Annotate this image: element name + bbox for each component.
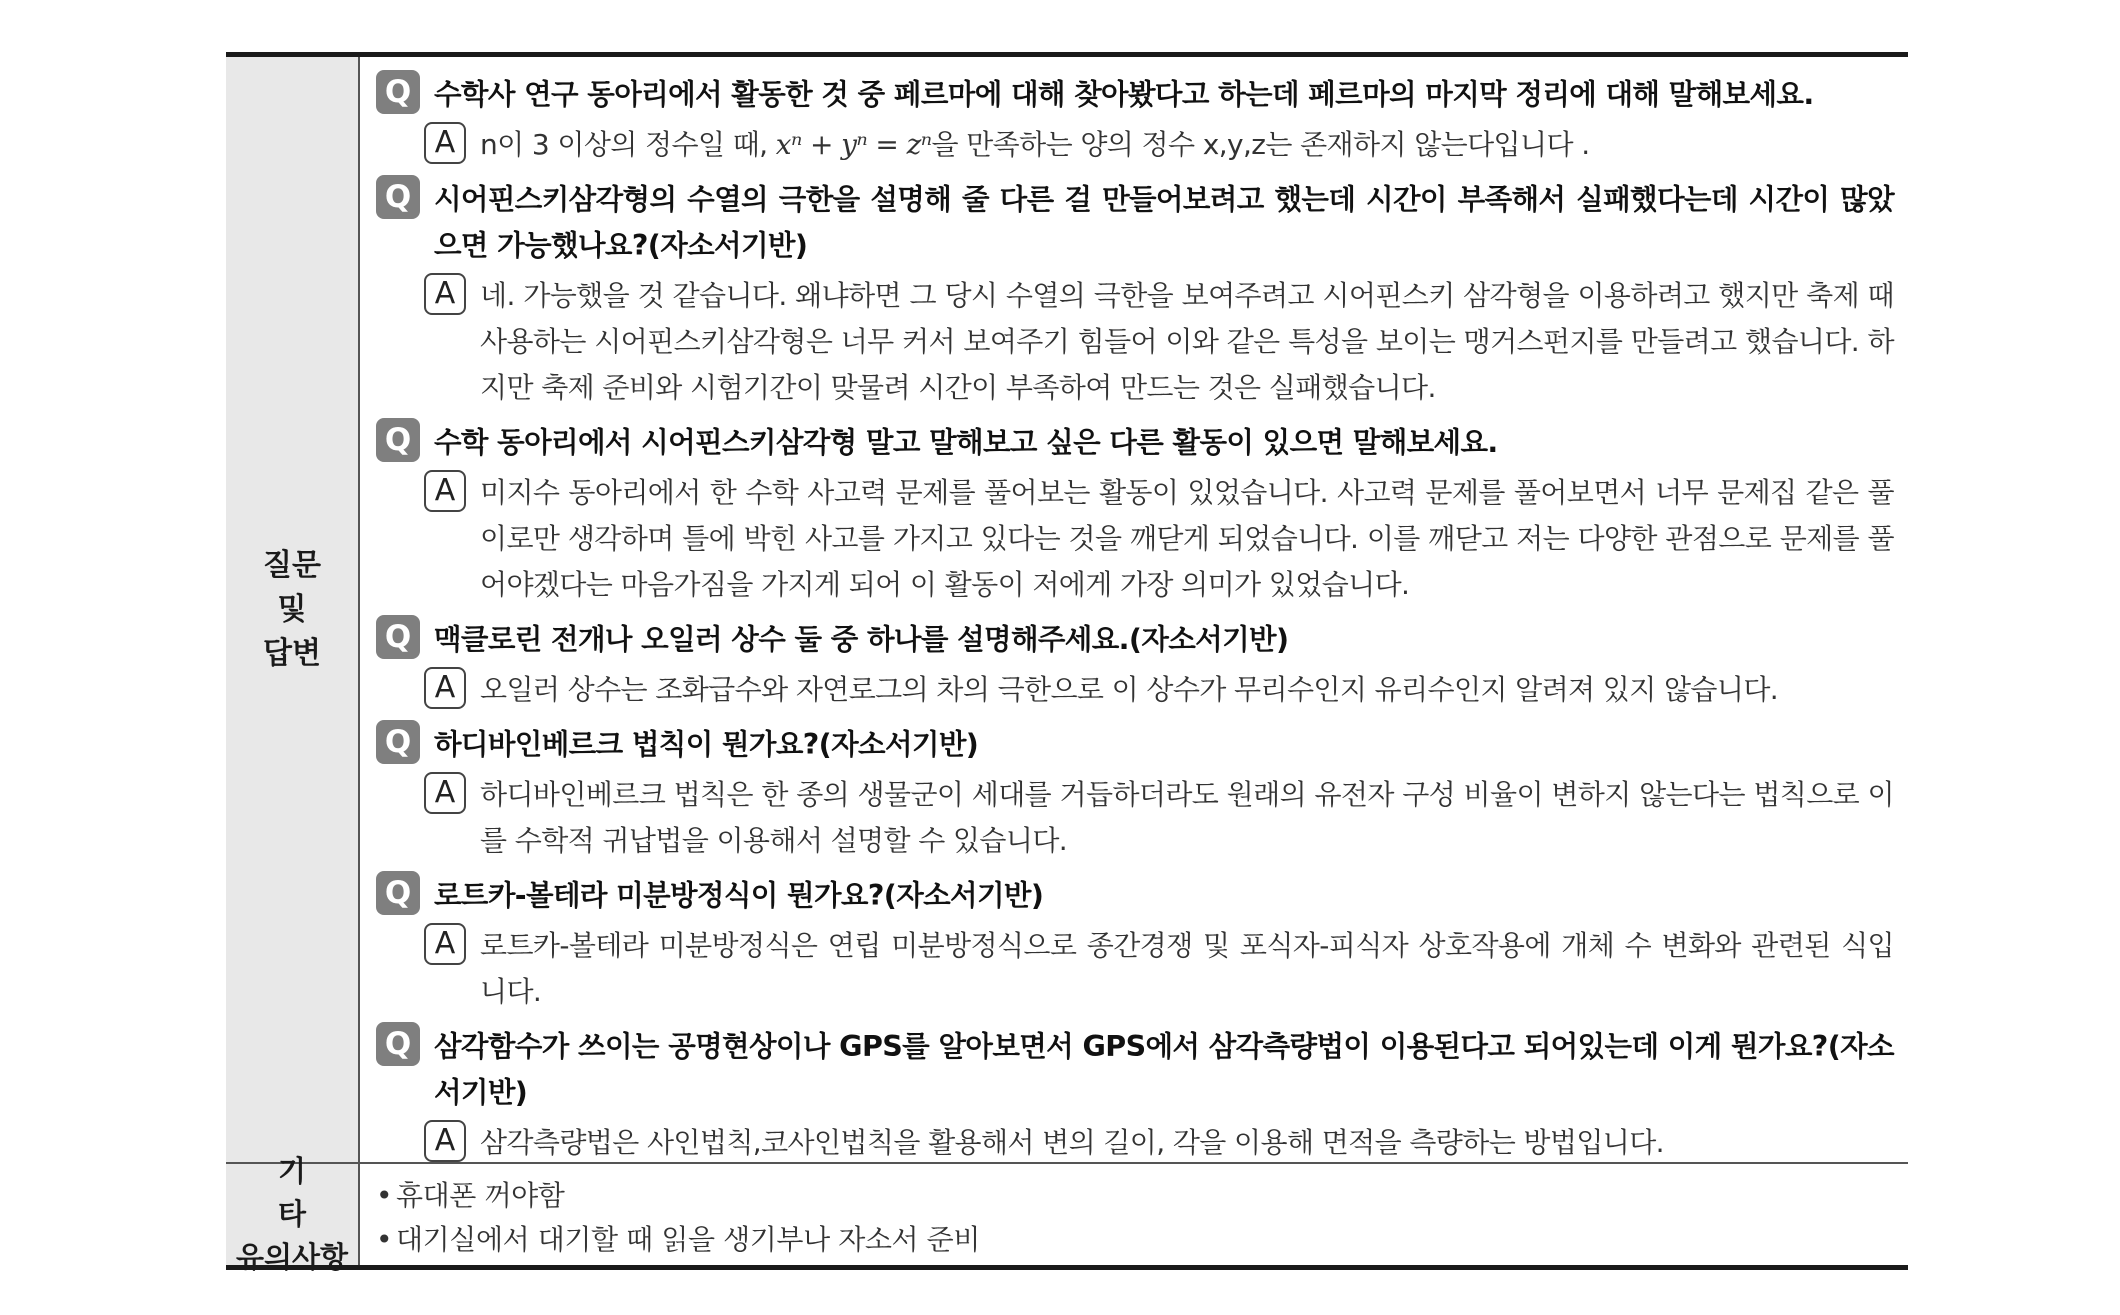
etc-label-line: 유의사항 (235, 1240, 349, 1274)
question-text: 삼각함수가 쓰이는 공명현상이나 GPS를 알아보면서 GPS에서 삼각측량법이 이용된다고 되어있는데 이게 뭔가요?(자소서기반) (434, 1030, 1894, 1109)
qa-label-line: 및 (277, 591, 307, 627)
answer-text: 로트카-볼테라 미분방정식은 연립 미분방정식으로 종간경쟁 및 포식자-피식자 상호작용에 개체 수 변화와 관련된 식입니다. (480, 929, 1894, 1008)
interview-table (226, 52, 1908, 1274)
answer-badge-icon: A (424, 772, 466, 814)
question-badge-icon: Q (376, 175, 420, 219)
question (376, 617, 1894, 663)
etc-item-text: 휴대폰 꺼야함 (396, 1179, 565, 1212)
fermat-equation: xⁿ + yⁿ = zⁿ (775, 128, 932, 161)
bullet-icon: • (376, 1179, 393, 1212)
answer-text: 삼각측량법은 사인법칙,코사인법칙을 활용해서 변의 길이, 각을 이용해 면적을 측량하는 방법입니다. (480, 1126, 1664, 1159)
answer-badge-icon: A (424, 273, 466, 315)
etc-content-cell (360, 1164, 1908, 1265)
question-badge-icon: Q (376, 615, 420, 659)
qa-label-line: 답변 (263, 635, 321, 671)
answer (424, 470, 1894, 608)
bullet-icon: • (376, 1223, 393, 1256)
qa-item (376, 420, 1894, 608)
qa-row (226, 57, 1908, 1164)
question (376, 177, 1894, 269)
qa-item (376, 1024, 1894, 1166)
etc-item-text: 대기실에서 대기할 때 읽을 생기부나 자소서 준비 (396, 1223, 980, 1256)
question-text: 맥클로린 전개나 오일러 상수 둘 중 하나를 설명해주세요.(자소서기반) (434, 623, 1289, 656)
question (376, 1024, 1894, 1116)
answer (424, 122, 1894, 168)
answer-badge-icon: A (424, 667, 466, 709)
question-text: 로트카-볼테라 미분방정식이 뭔가요?(자소서기반) (434, 879, 1044, 912)
answer-badge-icon: A (424, 1120, 466, 1162)
etc-label-char: 타 (277, 1197, 306, 1231)
qa-item (376, 72, 1894, 168)
question-badge-icon: Q (376, 70, 420, 114)
qa-label-line: 질문 (263, 547, 321, 583)
question (376, 72, 1894, 118)
question-badge-icon: Q (376, 418, 420, 462)
qa-item (376, 617, 1894, 713)
question-badge-icon: Q (376, 720, 420, 764)
question (376, 722, 1894, 768)
qa-label-cell (226, 57, 360, 1162)
etc-label-cell (226, 1154, 360, 1274)
answer-text: 오일러 상수는 조화급수와 자연로그의 차의 극한으로 이 상수가 무리수인지 유리수인지 알려져 있지 않습니다. (480, 673, 1779, 706)
qa-item (376, 177, 1894, 411)
answer-badge-icon: A (424, 122, 466, 164)
question (376, 420, 1894, 466)
etc-list-item (376, 1218, 1894, 1262)
etc-label-char: 기 (277, 1154, 340, 1188)
answer (424, 273, 1894, 411)
question-badge-icon: Q (376, 871, 420, 915)
answer-text-suffix: 을 만족하는 양의 정수 x,y,z는 존재하지 않는다입니다 . (931, 128, 1590, 161)
etc-row (226, 1154, 1908, 1274)
question (376, 873, 1894, 919)
question-text: 수학사 연구 동아리에서 활동한 것 중 페르마에 대해 찾아봤다고 하는데 페르마의 마지막 정리에 대해 말해보세요. (434, 78, 1814, 111)
answer-badge-icon: A (424, 470, 466, 512)
question-text: 하디바인베르크 법칙이 뭔가요?(자소서기반) (434, 728, 979, 761)
answer-text: 네. 가능했을 것 같습니다. 왜냐하면 그 당시 수열의 극한을 보여주려고 시어핀스키 삼각형을 이용하려고 했지만 축제 때 사용하는 시어핀스키삼각형은 너무 커서 보여주기 힘들어 이와 같은 특성을 보이는 맹거스펀지를 만들려고 했습니다. 하지만 축제 준비와 시험기간이 맞물려 시간이 부족하여 만드는 것은 실패했습니다. (480, 279, 1894, 404)
answer-badge-icon: A (424, 923, 466, 965)
question-badge-icon: Q (376, 1022, 420, 1066)
answer-text: 미지수 동아리에서 한 수학 사고력 문제를 풀어보는 활동이 있었습니다. 사고력 문제를 풀어보면서 너무 문제집 같은 풀이로만 생각하며 틀에 박힌 사고를 가지고 있다는 것을 깨닫게 되었습니다. 이를 깨닫고 저는 다양한 관점으로 문제를 풀어야겠다는 마음가짐을 가지게 되어 이 활동이 저에게 가장 의미가 있었습니다. (480, 476, 1894, 601)
question-text: 시어핀스키삼각형의 수열의 극한을 설명해 줄 다른 걸 만들어보려고 했는데 시간이 부족해서 실패했다는데 시간이 많았으면 가능했나요?(자소서기반) (434, 183, 1894, 262)
answer-text: 하디바인베르크 법칙은 한 종의 생물군이 세대를 거듭하더라도 원래의 유전자 구성 비율이 변하지 않는다는 법칙으로 이를 수학적 귀납법을 이용해서 설명할 수 있습니다. (480, 778, 1894, 857)
answer-text-prefix: n이 3 이상의 정수일 때, (480, 128, 776, 161)
etc-label-line (277, 1150, 340, 1236)
answer (424, 772, 1894, 864)
question-text: 수학 동아리에서 시어핀스키삼각형 말고 말해보고 싶은 다른 활동이 있으면 말해보세요. (434, 426, 1498, 459)
qa-item (376, 722, 1894, 864)
answer (424, 667, 1894, 713)
qa-content-cell (360, 57, 1908, 1162)
etc-list-item (376, 1174, 1894, 1218)
answer-text (480, 122, 1590, 168)
answer (424, 923, 1894, 1015)
answer (424, 1120, 1894, 1166)
qa-item (376, 873, 1894, 1015)
